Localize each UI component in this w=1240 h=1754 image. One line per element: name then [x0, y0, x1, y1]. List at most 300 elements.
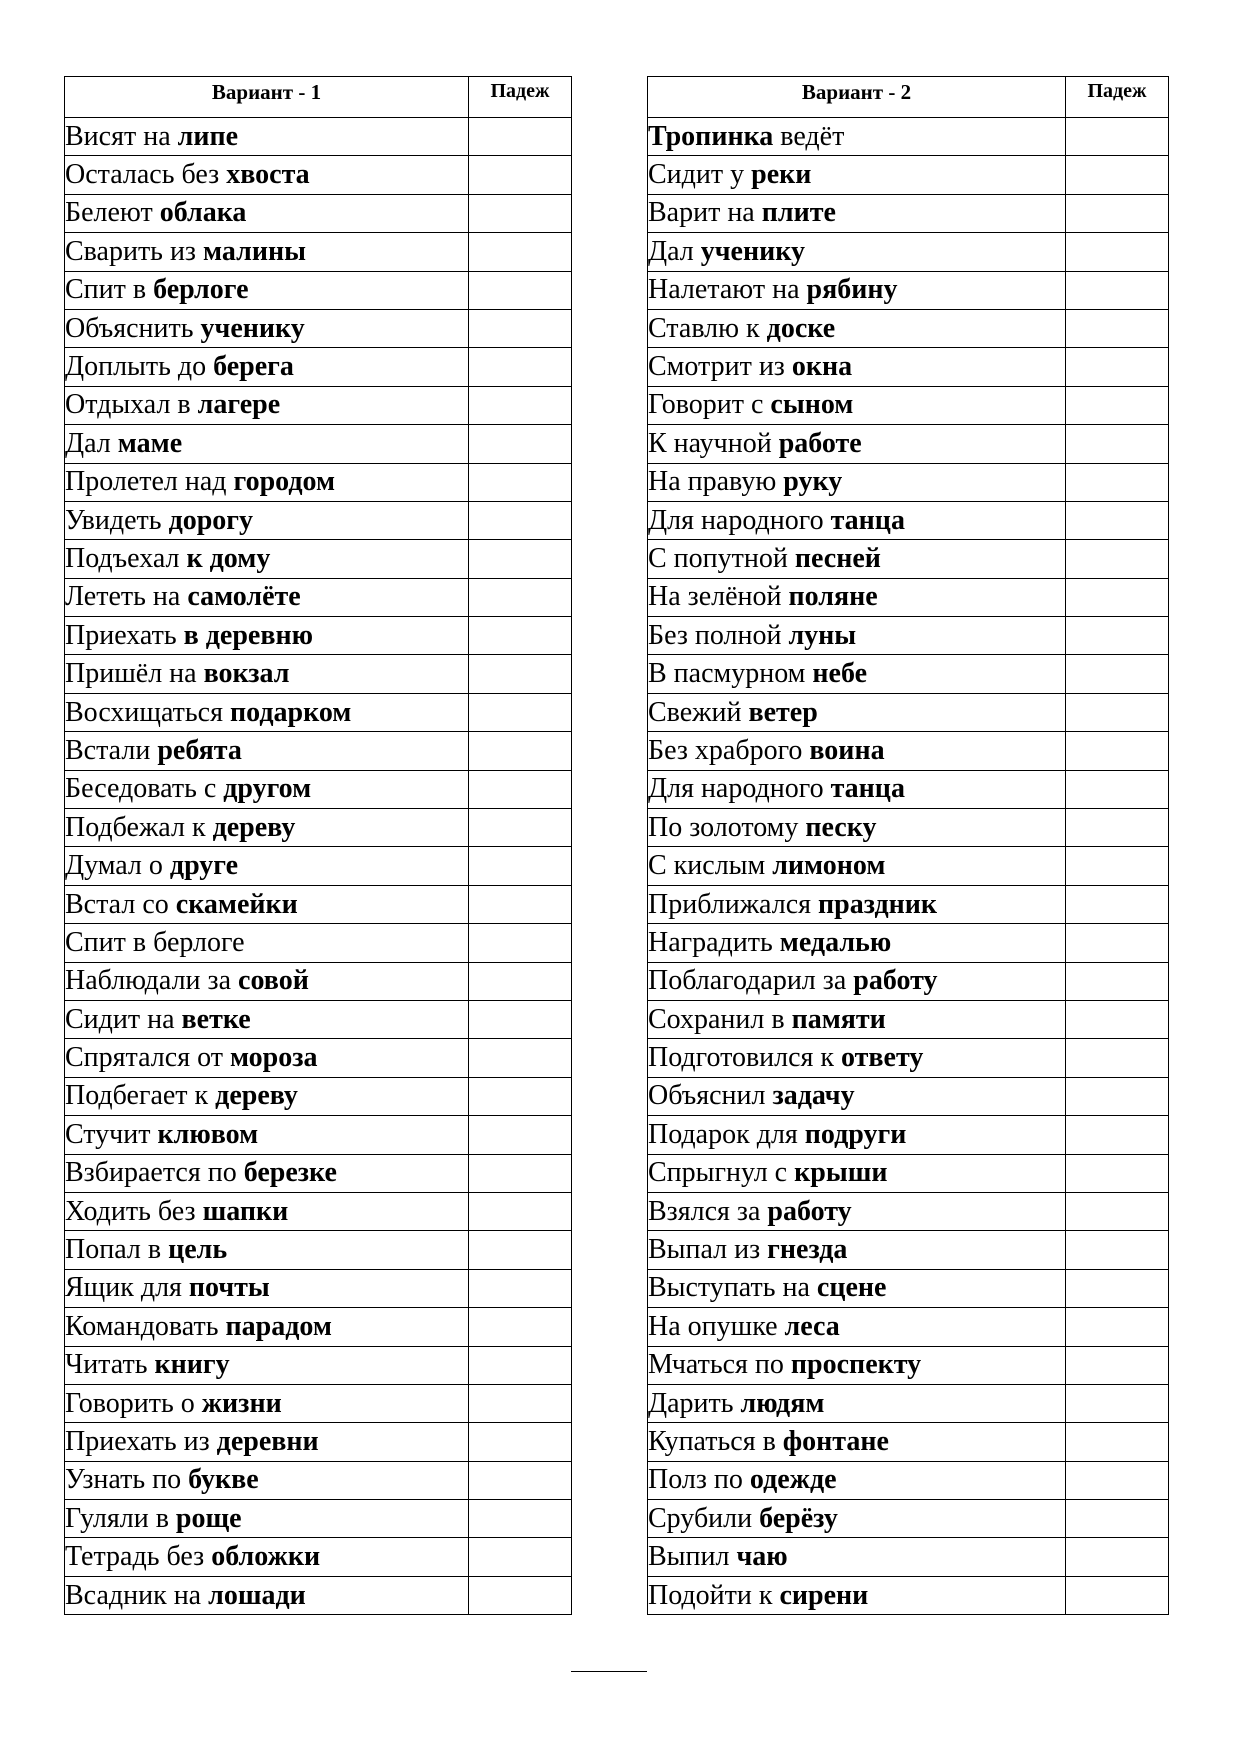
- variant-2-case-answer-cell[interactable]: [1066, 501, 1169, 539]
- phrase-bold-word: малины: [203, 235, 306, 267]
- phrase-plain-text: Подойти к: [648, 1579, 780, 1611]
- variant-1-case-answer-cell[interactable]: [469, 156, 572, 194]
- phrase-bold-word: сыном: [770, 389, 854, 421]
- variant-1-phrase-cell: [65, 425, 469, 463]
- variant-1-case-answer-cell[interactable]: [469, 1500, 572, 1538]
- phrase-plain-text: Дарить: [648, 1387, 741, 1419]
- phrase-bold-word: ответу: [841, 1042, 924, 1074]
- variant-2-case-answer-cell[interactable]: [1066, 1500, 1169, 1538]
- variant-2-case-answer-cell[interactable]: [1066, 1346, 1169, 1384]
- phrase-bold-word: рябину: [806, 274, 898, 306]
- phrase-bold-word: клювом: [157, 1118, 259, 1150]
- table-row: [648, 578, 1169, 616]
- variant-1-case-answer-cell[interactable]: [469, 693, 572, 731]
- phrase-bold-word: поляне: [788, 581, 878, 613]
- table-row: [648, 463, 1169, 501]
- variant-2-case-answer-cell[interactable]: [1066, 1461, 1169, 1499]
- phrase-plain-text: Дал: [65, 427, 118, 459]
- variant-1-case-answer-cell[interactable]: [469, 194, 572, 232]
- phrase-bold-word: березке: [243, 1157, 337, 1189]
- phrase-plain-text: Сидит у: [648, 159, 752, 191]
- variant-1-case-answer-cell[interactable]: [469, 655, 572, 693]
- variant-1-case-answer-cell[interactable]: [469, 1077, 572, 1115]
- variant-1-case-answer-cell[interactable]: [469, 463, 572, 501]
- variant-2-phrase-cell: [648, 1269, 1066, 1307]
- table-row: [65, 1154, 572, 1192]
- variant-1-phrase-cell: [65, 156, 469, 194]
- variant-2-phrase-cell: [648, 885, 1066, 923]
- variant-1-case-answer-cell[interactable]: [469, 1116, 572, 1154]
- variant-2-phrase-cell: [648, 156, 1066, 194]
- table-row: [648, 809, 1169, 847]
- variant-2-case-answer-cell[interactable]: [1066, 847, 1169, 885]
- phrase-bold-word: работе: [778, 427, 862, 459]
- variant-1-case-answer-cell[interactable]: [469, 1346, 572, 1384]
- phrase-bold-word: ученику: [200, 312, 305, 344]
- variant-2-case-answer-cell[interactable]: [1066, 156, 1169, 194]
- variant-2-phrase-cell: [648, 1384, 1066, 1422]
- variant-1-phrase-cell: [65, 1231, 469, 1269]
- phrase-bold-word: деревни: [216, 1425, 319, 1457]
- phrase-bold-word: гнезда: [767, 1234, 848, 1266]
- table-row: [65, 1384, 572, 1422]
- table-row: [648, 1039, 1169, 1077]
- variant-2-case-answer-cell[interactable]: [1066, 425, 1169, 463]
- variant-2-phrase-cell: [648, 348, 1066, 386]
- variant-1-case-answer-cell[interactable]: [469, 118, 572, 156]
- variant-2-phrase-cell: [648, 1308, 1066, 1346]
- phrase-bold-word: скамейки: [175, 888, 298, 920]
- variant-1-phrase-cell: [65, 1538, 469, 1576]
- table-row: [648, 348, 1169, 386]
- variant-2-case-answer-cell[interactable]: [1066, 348, 1169, 386]
- variant-1-case-answer-cell[interactable]: [469, 1000, 572, 1038]
- variant-2-case-answer-cell[interactable]: [1066, 1192, 1169, 1230]
- variant-1-case-answer-cell[interactable]: [469, 847, 572, 885]
- variant-2-phrase-cell: [648, 1154, 1066, 1192]
- variant-1-case-answer-cell[interactable]: [469, 233, 572, 271]
- variant-2-table: [647, 76, 1169, 1615]
- phrase-bold-word: танца: [830, 504, 905, 536]
- phrase-plain-text: Объяснить: [65, 312, 201, 344]
- phrase-plain-text: Выпал из: [648, 1234, 768, 1266]
- variant-1-phrase-cell: [65, 770, 469, 808]
- phrase-bold-word: берлоге: [153, 274, 249, 306]
- table-row: [648, 501, 1169, 539]
- table-row: [65, 693, 572, 731]
- variant-1-case-answer-cell[interactable]: [469, 1423, 572, 1461]
- worksheet: [64, 76, 1168, 1672]
- phrase-plain-text: Для народного: [648, 504, 831, 536]
- variant-2-case-answer-cell[interactable]: [1066, 1384, 1169, 1422]
- variant-1-phrase-cell: [65, 655, 469, 693]
- phrase-bold-word: медалью: [779, 926, 892, 958]
- phrase-bold-word: окна: [791, 351, 853, 383]
- variant-2-phrase-cell: [648, 1000, 1066, 1038]
- phrase-bold-word: роще: [175, 1502, 242, 1534]
- phrase-plain-text: Встали: [65, 734, 158, 766]
- phrase-bold-word: берега: [213, 351, 294, 383]
- phrase-plain-text: Наблюдали за: [65, 965, 239, 997]
- phrase-plain-text: Налетают на: [648, 274, 807, 306]
- variant-2-case-answer-cell[interactable]: [1066, 194, 1169, 232]
- phrase-bold-word: работу: [853, 965, 938, 997]
- variant-1-case-answer-cell[interactable]: [469, 809, 572, 847]
- phrase-plain-text: Полз по: [648, 1464, 750, 1496]
- variant-1-case-answer-cell[interactable]: [469, 1461, 572, 1499]
- variant-1-phrase-cell: [65, 501, 469, 539]
- phrase-plain-text: В пасмурном: [648, 658, 813, 690]
- variant-1-phrase-cell: [65, 1308, 469, 1346]
- variant-1-case-answer-cell[interactable]: [469, 1308, 572, 1346]
- phrase-bold-word: хвоста: [226, 159, 310, 191]
- variant-1-case-answer-cell[interactable]: [469, 617, 572, 655]
- phrase-bold-word: руку: [783, 466, 843, 498]
- variant-1-phrase-cell: [65, 732, 469, 770]
- variant-1-phrase-cell: [65, 847, 469, 885]
- variant-2-case-answer-cell[interactable]: [1066, 1308, 1169, 1346]
- variant-1-phrase-cell: [65, 1269, 469, 1307]
- phrase-plain-text: Выпил: [648, 1541, 737, 1573]
- variant-2-phrase-cell: [648, 309, 1066, 347]
- variant-2-case-answer-cell[interactable]: [1066, 1538, 1169, 1576]
- phrase-bold-word: памяти: [791, 1003, 886, 1035]
- phrase-plain-text: Ходить без: [65, 1195, 203, 1227]
- variant-1-phrase-cell: [65, 1077, 469, 1115]
- table-row: [65, 1423, 572, 1461]
- phrase-bold-word: проспекту: [790, 1349, 922, 1381]
- variant-2-phrase-cell: [648, 540, 1066, 578]
- table-row: [648, 1346, 1169, 1384]
- phrase-bold-word: липе: [177, 120, 239, 152]
- variant-2-case-answer-cell[interactable]: [1066, 1423, 1169, 1461]
- phrase-plain-text: Спит в: [65, 274, 154, 306]
- phrase-plain-text: Узнать по: [65, 1464, 189, 1496]
- phrase-plain-text: Восхищаться: [65, 696, 230, 728]
- phrase-bold-word: небе: [812, 658, 868, 690]
- variant-2-case-answer-cell[interactable]: [1066, 233, 1169, 271]
- table-row: [65, 770, 572, 808]
- variant-1-phrase-cell: [65, 962, 469, 1000]
- variant-2-phrase-cell: [648, 1423, 1066, 1461]
- variant-1-phrase-cell: [65, 1461, 469, 1499]
- variant-1-phrase-cell: [65, 578, 469, 616]
- variant-2-case-answer-cell[interactable]: [1066, 1576, 1169, 1614]
- variant-2-phrase-cell: [648, 655, 1066, 693]
- table-row: [648, 962, 1169, 1000]
- phrase-bold-word: песней: [794, 542, 881, 574]
- variant-1-phrase-cell: [65, 233, 469, 271]
- variant-2-case-answer-cell[interactable]: [1066, 118, 1169, 156]
- variant-1-case-answer-cell[interactable]: [469, 501, 572, 539]
- variant-2-phrase-cell: [648, 1192, 1066, 1230]
- variant-2-case-answer-cell[interactable]: [1066, 463, 1169, 501]
- phrase-plain-text: Подбежал к: [65, 811, 213, 843]
- phrase-bold-word: другом: [223, 773, 312, 805]
- phrase-bold-word: праздник: [818, 888, 938, 920]
- phrase-bold-word: задачу: [772, 1080, 855, 1112]
- table-row: [648, 1000, 1169, 1038]
- phrase-plain-text: Гуляли в: [65, 1502, 176, 1534]
- variant-1-phrase-cell: [65, 1384, 469, 1422]
- phrase-plain-text: Срубили: [648, 1502, 760, 1534]
- phrase-bold-word: сирени: [779, 1579, 869, 1611]
- phrase-plain-text: Дал: [648, 235, 701, 267]
- variant-2-case-answer-cell[interactable]: [1066, 1154, 1169, 1192]
- phrase-plain-text: Думал о: [65, 850, 170, 882]
- table-row: [648, 1423, 1169, 1461]
- phrase-bold-word: людям: [740, 1387, 825, 1419]
- variant-1-phrase-cell: [65, 348, 469, 386]
- phrase-bold-word: обложки: [211, 1541, 321, 1573]
- variant-1-case-answer-cell[interactable]: [469, 309, 572, 347]
- phrase-bold-word: доске: [766, 312, 836, 344]
- variant-1-phrase-cell: [65, 1116, 469, 1154]
- variant-1-case-answer-cell[interactable]: [469, 1269, 572, 1307]
- phrase-bold-word: лагере: [197, 389, 281, 421]
- phrase-plain-text: Подготовился к: [648, 1042, 842, 1074]
- phrase-plain-text: Спрятался от: [65, 1042, 230, 1074]
- variant-2-case-answer-cell[interactable]: [1066, 309, 1169, 347]
- phrase-plain-text: На опушке: [648, 1310, 785, 1342]
- phrase-plain-text: Объяснил: [648, 1080, 773, 1112]
- phrase-plain-text: Приехать: [65, 619, 184, 651]
- table-row: [65, 194, 572, 232]
- table-row: [65, 962, 572, 1000]
- variant-2-case-answer-cell[interactable]: [1066, 962, 1169, 1000]
- phrase-plain-text: Приехать из: [65, 1425, 217, 1457]
- table-row: [65, 885, 572, 923]
- variant-1-phrase-cell: [65, 1039, 469, 1077]
- phrase-plain-text: Увидеть: [65, 504, 169, 536]
- phrase-plain-text: К научной: [648, 427, 779, 459]
- table-row: [648, 540, 1169, 578]
- table-row: [65, 463, 572, 501]
- table-row: [65, 578, 572, 616]
- variant-2-case-answer-cell[interactable]: [1066, 732, 1169, 770]
- phrase-bold-word: парадом: [225, 1310, 332, 1342]
- variant-1-case-answer-cell[interactable]: [469, 578, 572, 616]
- variant-1-case-answer-cell[interactable]: [469, 1154, 572, 1192]
- phrase-plain-text: Выступать на: [648, 1272, 817, 1304]
- phrase-plain-text: Подъехал: [65, 542, 187, 574]
- variant-2-case-answer-cell[interactable]: [1066, 1269, 1169, 1307]
- phrase-bold-word: маме: [117, 427, 183, 459]
- variant-1-phrase-cell: [65, 386, 469, 424]
- phrase-plain-text: Мчаться по: [648, 1349, 791, 1381]
- variant-2-case-answer-cell[interactable]: [1066, 924, 1169, 962]
- variant-2-phrase-cell: [648, 1039, 1066, 1077]
- phrase-plain-text: Попал в: [65, 1234, 169, 1266]
- table-row: [65, 617, 572, 655]
- phrase-bold-word: песку: [805, 811, 877, 843]
- table-row: [65, 1231, 572, 1269]
- phrase-bold-word: подруги: [804, 1118, 907, 1150]
- phrase-plain-text: Висят на: [65, 120, 178, 152]
- phrase-plain-text: Для народного: [648, 773, 831, 805]
- phrase-plain-text: Лететь на: [65, 581, 188, 613]
- variant-1-case-answer-cell[interactable]: [469, 348, 572, 386]
- variant-2-case-answer-cell[interactable]: [1066, 1116, 1169, 1154]
- variant-2-case-answer-cell[interactable]: [1066, 655, 1169, 693]
- variant-2-case-answer-cell[interactable]: [1066, 578, 1169, 616]
- variant-2-case-answer-cell[interactable]: [1066, 617, 1169, 655]
- variant-2-case-answer-cell[interactable]: [1066, 693, 1169, 731]
- variant-2-case-answer-cell[interactable]: [1066, 386, 1169, 424]
- variant-1-case-answer-cell[interactable]: [469, 540, 572, 578]
- variant-1-case-answer-cell[interactable]: [469, 924, 572, 962]
- phrase-plain-text: Белеют: [65, 197, 160, 229]
- variant-1-phrase-cell: [65, 1192, 469, 1230]
- variant-1-phrase-cell: [65, 693, 469, 731]
- table-row: [648, 1538, 1169, 1576]
- table-row: [648, 1384, 1169, 1422]
- variant-2-phrase-cell: [648, 233, 1066, 271]
- variant-2-phrase-cell: [648, 617, 1066, 655]
- table-row: [648, 655, 1169, 693]
- variant-2-phrase-cell: [648, 962, 1066, 1000]
- table-row: [648, 1154, 1169, 1192]
- phrase-plain-text: Спрыгнул с: [648, 1157, 795, 1189]
- table-row: [648, 1077, 1169, 1115]
- phrase-bold-word: плите: [761, 197, 836, 229]
- table-row: [648, 847, 1169, 885]
- variant-1-title: Вариант - 1: [65, 77, 469, 118]
- table-row: [648, 1192, 1169, 1230]
- phrase-bold-word: танца: [830, 773, 905, 805]
- table-row: [65, 1077, 572, 1115]
- phrase-plain-text: Читать: [65, 1349, 155, 1381]
- variant-1-case-answer-cell[interactable]: [469, 1192, 572, 1230]
- phrase-plain-text: Ящик для: [65, 1272, 189, 1304]
- variant-1-case-answer-cell[interactable]: [469, 1231, 572, 1269]
- variant-1-phrase-cell: [65, 1500, 469, 1538]
- phrase-bold-word: лошади: [208, 1579, 306, 1611]
- table-row: [65, 118, 572, 156]
- variant-1-phrase-cell: [65, 1346, 469, 1384]
- variant-1-case-answer-cell[interactable]: [469, 885, 572, 923]
- phrase-plain-text: Варит на: [648, 197, 762, 229]
- table-row: [65, 271, 572, 309]
- table-row: [65, 425, 572, 463]
- phrase-plain-text: Наградить: [648, 926, 780, 958]
- variant-1-phrase-cell: [65, 809, 469, 847]
- variant-2-case-answer-cell[interactable]: [1066, 271, 1169, 309]
- phrase-bold-word: одежде: [749, 1464, 837, 1496]
- phrase-bold-word: мороза: [229, 1042, 318, 1074]
- variant-1-phrase-cell: [65, 924, 469, 962]
- variant-1-phrase-cell: [65, 271, 469, 309]
- phrase-bold-word: совой: [238, 965, 309, 997]
- table-row: [648, 233, 1169, 271]
- phrase-plain-text: С попутной: [648, 542, 795, 574]
- variant-2-phrase-cell: [648, 1346, 1066, 1384]
- variant-1-case-answer-cell[interactable]: [469, 732, 572, 770]
- table-row: [65, 309, 572, 347]
- phrase-plain-text: Встал со: [65, 888, 176, 920]
- phrase-bold-word: ученику: [700, 235, 805, 267]
- phrase-plain-text: Без полной: [648, 619, 789, 651]
- table-row: [65, 1538, 572, 1576]
- variant-1-case-header: Падеж: [469, 77, 572, 118]
- table-row: [648, 924, 1169, 962]
- variant-1-phrase-cell: [65, 540, 469, 578]
- variant-2-case-answer-cell[interactable]: [1066, 1000, 1169, 1038]
- table-row: [648, 425, 1169, 463]
- phrase-bold-word: почты: [188, 1272, 270, 1304]
- phrase-bold-word: реки: [751, 159, 812, 191]
- variant-1-case-answer-cell[interactable]: [469, 425, 572, 463]
- phrase-bold-word: шапки: [202, 1195, 289, 1227]
- variant-2-case-answer-cell[interactable]: [1066, 770, 1169, 808]
- table-row: [65, 501, 572, 539]
- phrase-bold-word: друге: [169, 850, 239, 882]
- variant-2-case-answer-cell[interactable]: [1066, 1077, 1169, 1115]
- phrase-plain-text: Стучит: [65, 1118, 158, 1150]
- phrase-plain-text: Говорит с: [648, 389, 771, 421]
- phrase-plain-text: Всадник на: [65, 1579, 209, 1611]
- phrase-plain-text: Командовать: [65, 1310, 226, 1342]
- variant-2-case-answer-cell[interactable]: [1066, 885, 1169, 923]
- variant-1-case-answer-cell[interactable]: [469, 770, 572, 808]
- phrase-bold-word: подарком: [230, 696, 352, 728]
- variant-1-case-answer-cell[interactable]: [469, 386, 572, 424]
- table-row: [65, 1000, 572, 1038]
- variant-1-case-answer-cell[interactable]: [469, 1538, 572, 1576]
- variant-1-case-answer-cell[interactable]: [469, 1576, 572, 1614]
- phrase-plain-text: Пролетел над: [65, 466, 234, 498]
- variant-2-phrase-cell: [648, 847, 1066, 885]
- table-row: [648, 1461, 1169, 1499]
- phrase-plain-text: Без храброго: [648, 734, 810, 766]
- variant-2-phrase-cell: [648, 1077, 1066, 1115]
- variant-2-phrase-cell: [648, 1231, 1066, 1269]
- phrase-bold-word: вокзал: [203, 658, 290, 690]
- variant-2-case-answer-cell[interactable]: [1066, 1039, 1169, 1077]
- phrase-bold-word: фонтане: [782, 1425, 889, 1457]
- table-row: [65, 732, 572, 770]
- phrase-bold-word: чаю: [736, 1541, 788, 1573]
- table-row: [65, 1500, 572, 1538]
- table-row: [648, 156, 1169, 194]
- phrase-plain-text: Свежий: [648, 696, 749, 728]
- phrase-bold-word: дорогу: [168, 504, 254, 536]
- phrase-bold-word: ребята: [157, 734, 242, 766]
- variant-1-case-answer-cell[interactable]: [469, 1039, 572, 1077]
- variant-2-phrase-cell: [648, 924, 1066, 962]
- variant-2-case-answer-cell[interactable]: [1066, 809, 1169, 847]
- table-row: [648, 1308, 1169, 1346]
- variant-2-header-row: [648, 77, 1169, 118]
- variant-2-case-answer-cell[interactable]: [1066, 540, 1169, 578]
- variant-1-case-answer-cell[interactable]: [469, 271, 572, 309]
- phrase-plain-text: Говорить о: [65, 1387, 202, 1419]
- table-row: [65, 1192, 572, 1230]
- variant-2-case-answer-cell[interactable]: [1066, 1231, 1169, 1269]
- table-row: [648, 1269, 1169, 1307]
- variant-2-phrase-cell: [648, 501, 1066, 539]
- phrase-plain-text: Ставлю к: [648, 312, 767, 344]
- table-row: [648, 194, 1169, 232]
- table-row: [65, 924, 572, 962]
- phrase-plain-text: Смотрит из: [648, 351, 792, 383]
- variant-1-case-answer-cell[interactable]: [469, 962, 572, 1000]
- phrase-bold-word: лимоном: [772, 850, 886, 882]
- variant-1-case-answer-cell[interactable]: [469, 1384, 572, 1422]
- table-row: [648, 1500, 1169, 1538]
- table-row: [648, 309, 1169, 347]
- variant-1-phrase-cell: [65, 309, 469, 347]
